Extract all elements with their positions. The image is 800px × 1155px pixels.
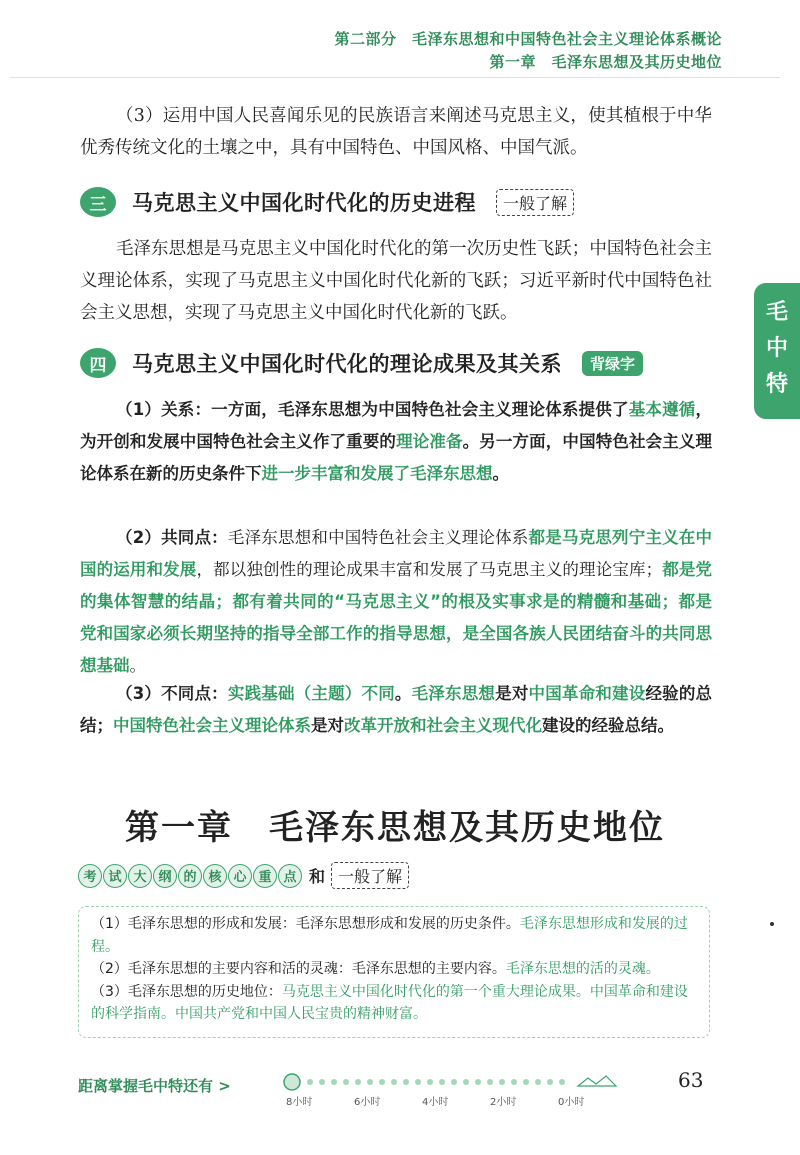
outline-item [91, 981, 697, 1026]
section-3-heading [80, 187, 574, 217]
pill-char: 重 [253, 864, 277, 888]
outline-item [91, 958, 697, 981]
highlight-text: 毛泽东思想形成和发展的过程。 [91, 916, 688, 955]
section-title: 马克思主义中国化时代化的理论成果及其关系 [132, 352, 562, 376]
progress-label: 8小时 [286, 1097, 313, 1108]
side-tab[interactable] [754, 283, 800, 419]
side-tab-char: 特 [765, 372, 788, 397]
text: 。 [129, 656, 146, 675]
text: ，为开创和发展中国特色社会主义作了重要的 [80, 400, 713, 451]
progress-label: 0小时 [558, 1097, 585, 1108]
page-number: 63 [678, 1068, 704, 1092]
pill-char: 大 [128, 864, 152, 888]
highlight-text: 中国革命和建设 [528, 684, 646, 703]
outline-heading [78, 862, 409, 889]
level-badge: 一般了解 [496, 189, 574, 216]
highlight-text: 理论准备 [396, 432, 463, 451]
highlight-text: 进一步丰富和发展了毛泽东思想 [261, 464, 493, 483]
exam-outline-pill [78, 864, 303, 888]
pill-char: 核 [203, 864, 227, 888]
text: 。另一方面，中国特色社会主义理论体系在新的历史条件下 [80, 432, 713, 483]
pill-char: 试 [103, 864, 127, 888]
pill-char: 纲 [153, 864, 177, 888]
side-tab-char: 毛 [765, 300, 788, 325]
mountain-finish-icon [578, 1076, 616, 1086]
pill-char: 考 [78, 864, 102, 888]
and-text: 和 [309, 867, 326, 886]
memorize-badge: 背绿字 [582, 351, 643, 376]
text: （1）毛泽东思想的形成和发展：毛泽东思想形成和发展的历史条件。 [91, 916, 520, 932]
pill-char: 点 [278, 864, 302, 888]
highlight-text: 改革开放和社会主义现代化 [344, 716, 542, 735]
highlight-text: 马克思主义中国化时代化的第一个重大理论成果。中国革命和建设的科学指南。中国共产党和中国人民宝贵的精神财富。 [91, 983, 688, 1022]
highlight-text: 都是党的集体智慧的结晶；都有着共同的“马克思主义”的根及实事求是的精髓和基础；都是党和国家必须长期坚持的指导全部工作的指导思想，是全国各族人民团结奋斗的共同思想基础 [80, 560, 713, 675]
progress-label: 6小时 [354, 1097, 381, 1108]
text: 毛泽东思想和中国特色社会主义理论体系 [227, 528, 529, 547]
highlight-text: 毛泽东思想 [411, 684, 496, 703]
text: （1）关系：一方面，毛泽东思想为中国特色社会主义理论体系提供了 [116, 400, 629, 419]
text: 建设的经验总结。 [542, 716, 674, 735]
outline-item [91, 913, 697, 958]
section-number-badge: 三 [80, 187, 116, 217]
highlight-text: 毛泽东思想的活的灵魂。 [505, 961, 660, 977]
highlight-text: 基本遵循 [628, 400, 696, 419]
margin-dot [770, 922, 774, 926]
side-tab-char: 中 [765, 336, 788, 361]
level-badge: 一般了解 [331, 862, 409, 889]
header-divider [10, 77, 780, 78]
text: ，都以独创性的理论成果丰富和发展了马克思主义的理论宝库； [196, 560, 663, 579]
progress-dots [307, 1079, 565, 1085]
time-progress-track [282, 1072, 622, 1112]
text: （2）共同点： [116, 528, 228, 547]
header-part-title: 第二部分 毛泽东思想和中国特色社会主义理论体系概论 [334, 30, 722, 48]
text: 经验的总结； [80, 684, 713, 735]
text: 。 [492, 464, 509, 483]
chapter-title: 第一章 毛泽东思想及其历史地位 [125, 808, 665, 848]
progress-start-icon [284, 1074, 300, 1090]
section-number-badge: 四 [80, 348, 116, 378]
text: 是对 [311, 716, 344, 735]
section-title: 马克思主义中国化时代化的历史进程 [132, 191, 476, 215]
differences-paragraph [80, 678, 712, 742]
progress-label: 4小时 [422, 1097, 449, 1108]
footer-progress-text: 距离掌握毛中特还有 > [78, 1077, 231, 1095]
pill-char: 心 [228, 864, 252, 888]
common-points-paragraph [80, 522, 712, 682]
text: 是对 [495, 684, 529, 703]
header-chapter-title: 第一章 毛泽东思想及其历史地位 [489, 53, 722, 71]
text: （3）毛泽东思想的历史地位： [91, 983, 282, 1000]
outline-box [78, 906, 710, 1038]
text: 。 [394, 684, 412, 703]
highlight-text: 中国特色社会主义理论体系 [113, 716, 311, 735]
highlight-text: 都是马克思列宁主义在中国的运用和发展 [80, 528, 713, 579]
highlight-text: 实践基础（主题）不同 [227, 684, 395, 703]
relation-paragraph [80, 394, 712, 490]
intro-paragraph: （3）运用中国人民喜闻乐见的民族语言来阐述马克思主义，使其植根于中华优秀传统文化的土壤之中，具有中国特色、中国风格、中国气派。 [80, 106, 712, 158]
section-4-heading [80, 348, 643, 378]
text: （3）不同点： [116, 684, 228, 703]
section-3-paragraph: 毛泽东思想是马克思主义中国化时代化的第一次历史性飞跃；中国特色社会主义理论体系，实现了马克思主义中国化时代化新的飞跃；习近平新时代中国特色社会主义思想，实现了马克思主义中国化时代化新的飞跃。 [80, 239, 712, 323]
pill-char: 的 [178, 864, 202, 888]
text: （2）毛泽东思想的主要内容和活的灵魂：毛泽东思想的主要内容。 [91, 961, 506, 977]
progress-label: 2小时 [490, 1097, 517, 1108]
